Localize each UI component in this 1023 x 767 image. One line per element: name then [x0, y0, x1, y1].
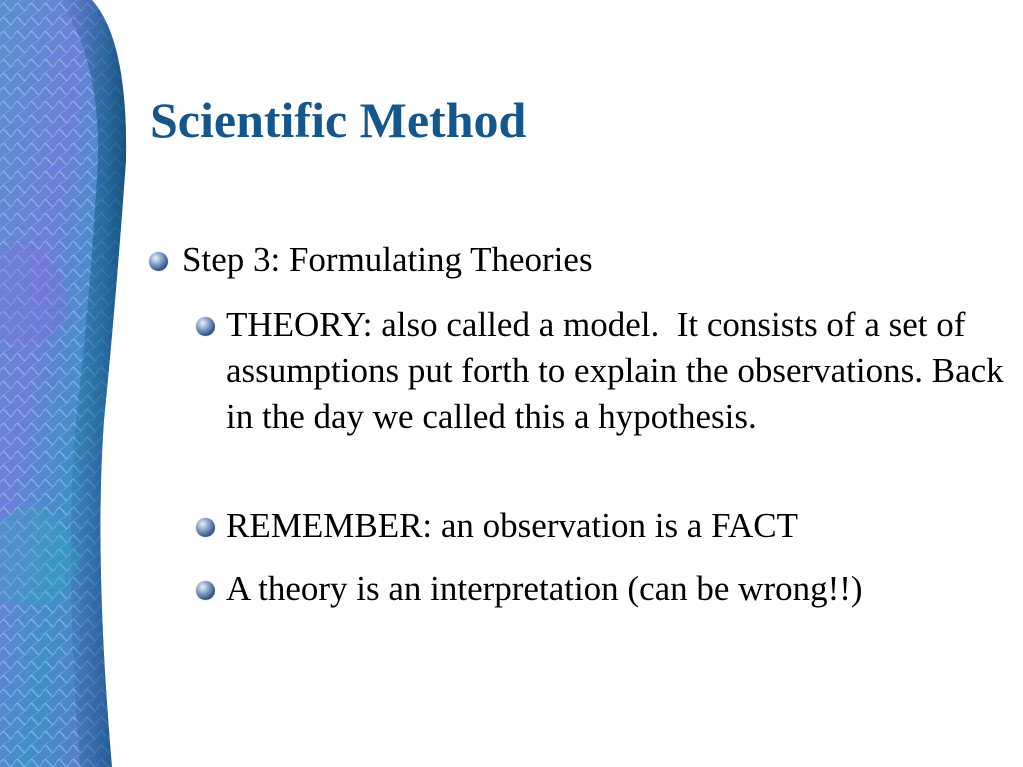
- bullet-text: A theory is an interpretation (can be wrong!!): [226, 569, 863, 608]
- bullet-remember: [226, 503, 1016, 549]
- bullet-text: THEORY: also called a model. It consists of a set of assumptions put forth to explain the observations. Back in the day we called this a hypothesis.: [226, 305, 1013, 436]
- bullet-theory-interpretation: [226, 566, 1016, 612]
- bullet-theory-definition: [226, 302, 1016, 440]
- slide-title: Scientific Method: [150, 92, 527, 148]
- decorative-side-texture: [0, 0, 140, 767]
- sphere-bullet-icon: [196, 317, 215, 336]
- sphere-bullet-icon: [196, 581, 215, 600]
- bullet-step-3: [182, 238, 593, 282]
- bullet-text: Step 3: Formulating Theories: [182, 240, 593, 279]
- sphere-bullet-icon: [196, 518, 215, 537]
- bullet-text: REMEMBER: an observation is a FACT: [226, 506, 798, 545]
- sphere-bullet-icon: [149, 252, 168, 271]
